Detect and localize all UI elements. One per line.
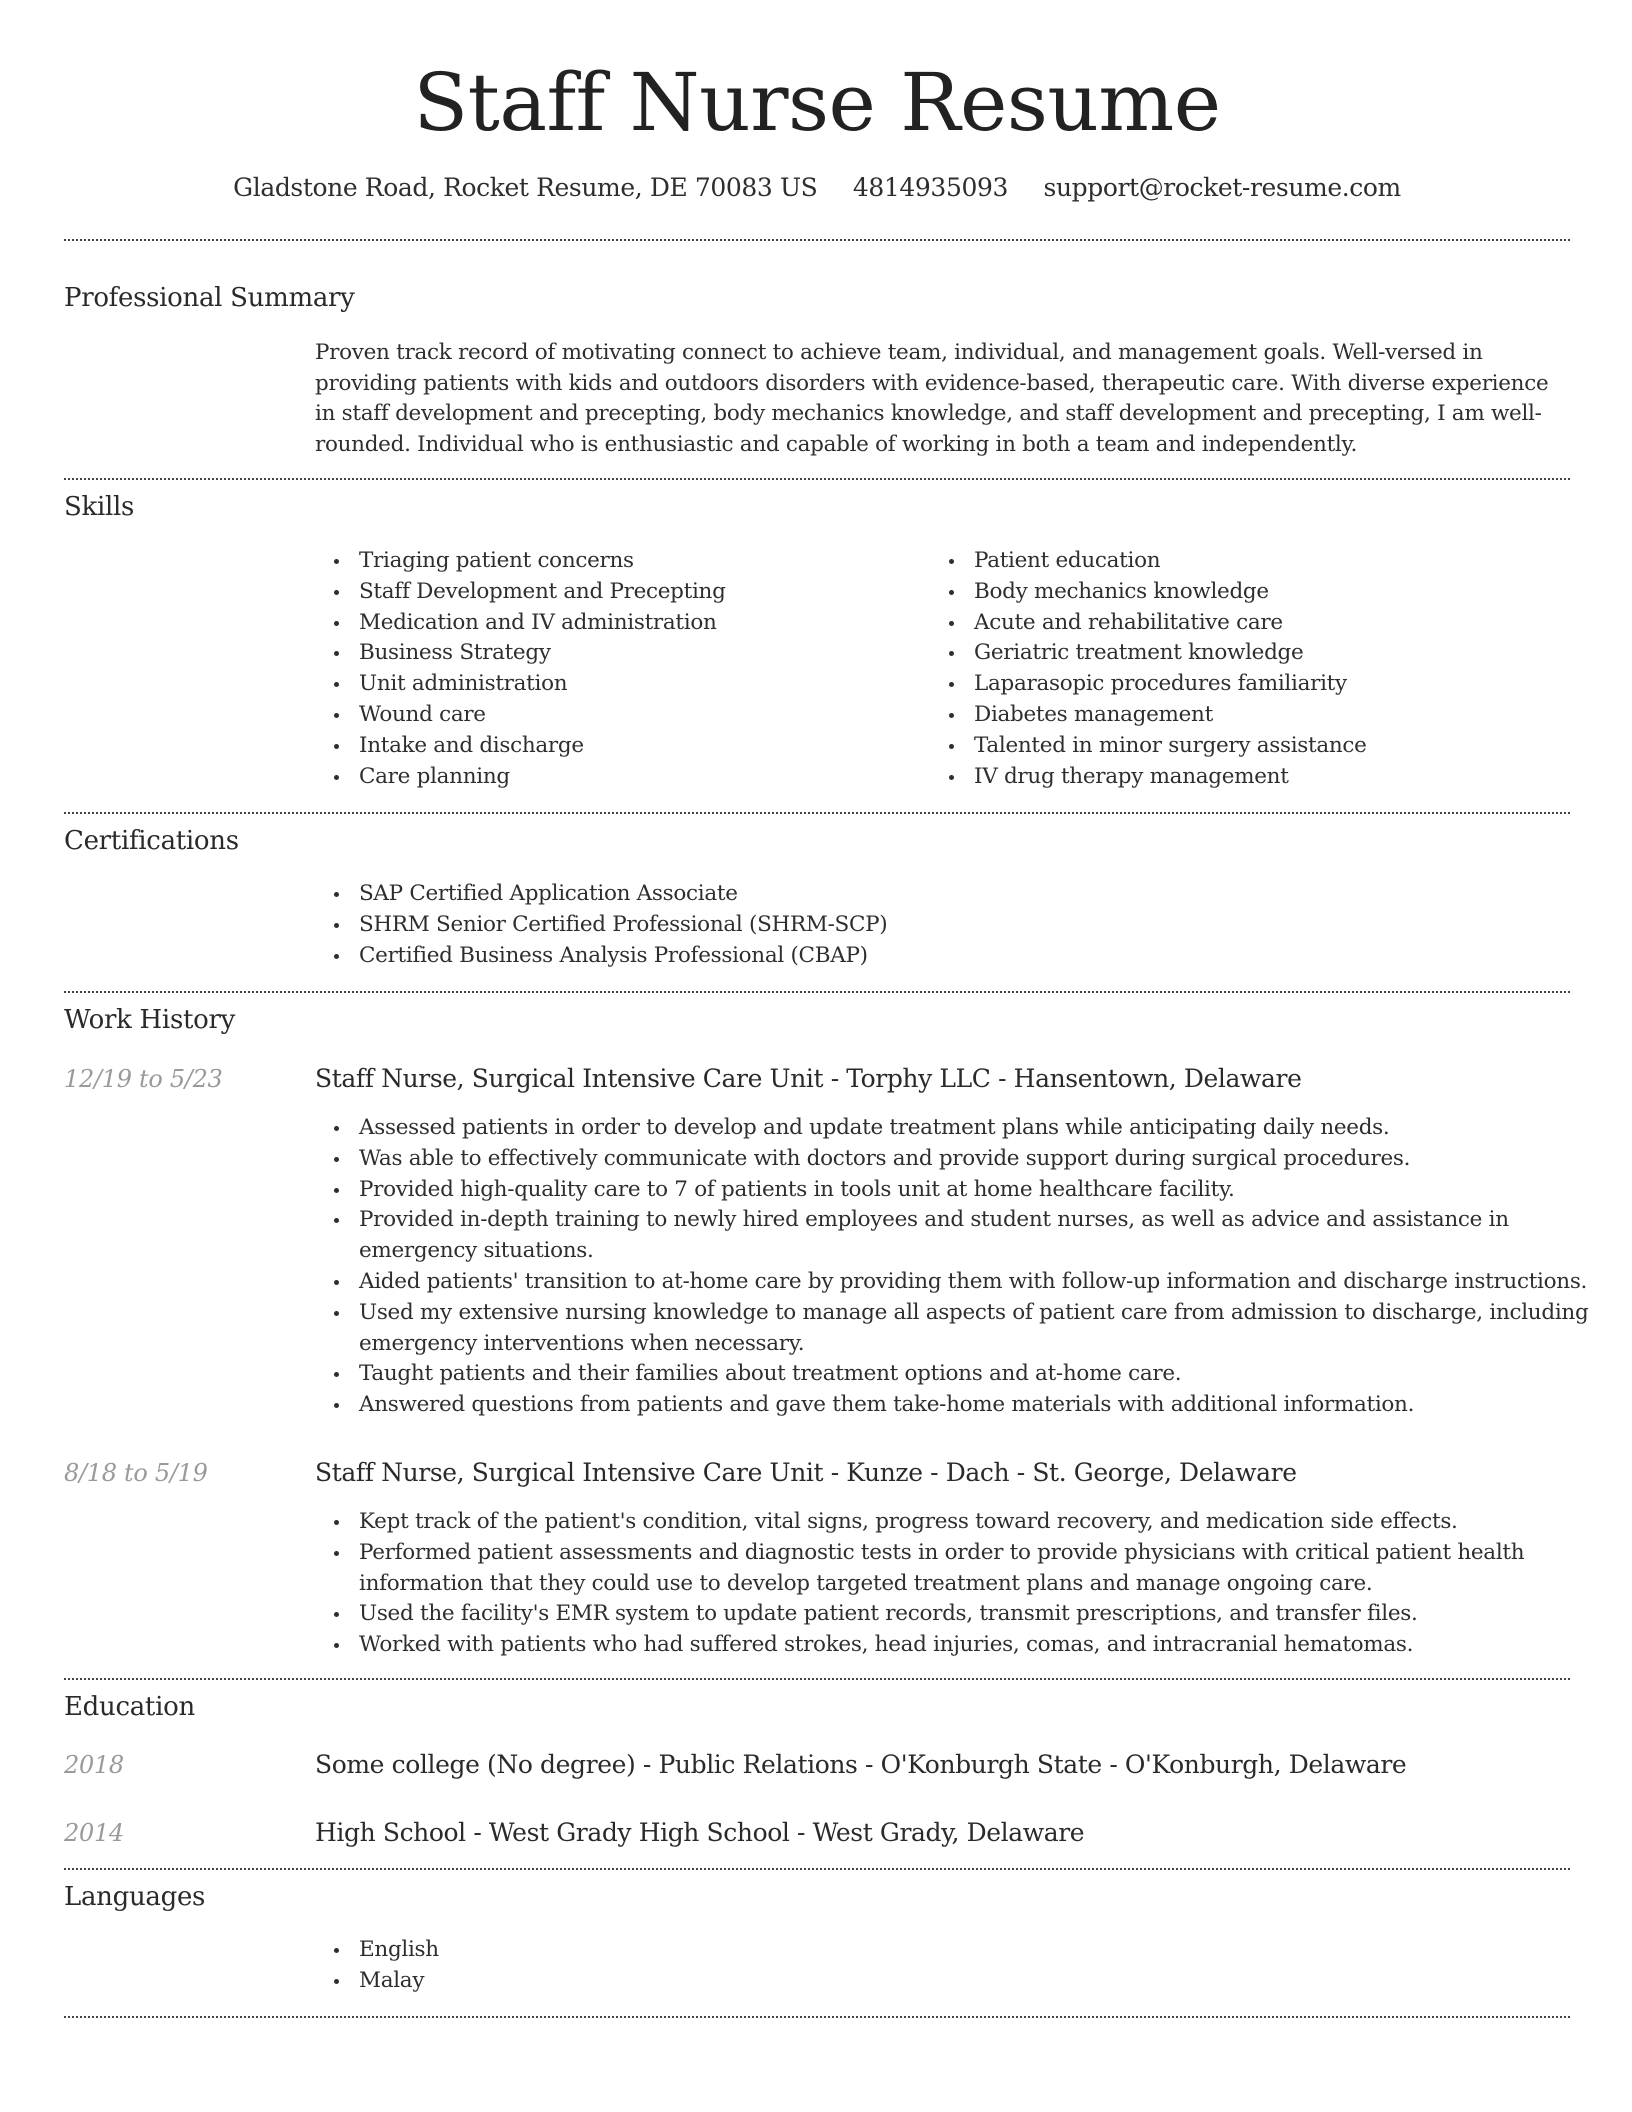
job-title: Staff Nurse, Surgical Intensive Care Unit - Kunze - Dach - St. George, Delaware bbox=[315, 1458, 1297, 1487]
list-item: Geriatric treatment knowledge bbox=[974, 638, 1574, 669]
list-item: Care planning bbox=[359, 762, 929, 793]
list-item: Business Strategy bbox=[359, 638, 929, 669]
list-item: Patient education bbox=[974, 546, 1574, 577]
list-item: Laparasopic procedures familiarity bbox=[974, 669, 1574, 700]
list-item: Body mechanics knowledge bbox=[974, 577, 1574, 608]
education-title: High School - West Grady High School - West Grady, Delaware bbox=[315, 1818, 1085, 1847]
section-divider bbox=[64, 2016, 1570, 2018]
list-item: Taught patients and their families about treatment options and at-home care. bbox=[359, 1359, 1589, 1390]
section-divider bbox=[64, 1868, 1570, 1870]
languages-heading: Languages bbox=[64, 1882, 206, 1912]
education-year: 2018 bbox=[64, 1751, 124, 1779]
section-divider bbox=[64, 239, 1570, 241]
list-item: Aided patients' transition to at-home care by providing them with follow-up information and discharge instructions. bbox=[359, 1267, 1589, 1298]
list-item: Malay bbox=[359, 1966, 959, 1997]
list-item: Provided high-quality care to 7 of patients in tools unit at home healthcare facility. bbox=[359, 1175, 1589, 1206]
list-item: Was able to effectively communicate with doctors and provide support during surgical procedures. bbox=[359, 1144, 1589, 1175]
languages-list bbox=[315, 1935, 959, 1997]
education-title: Some college (No degree) - Public Relations - O'Konburgh State - O'Konburgh, Delaware bbox=[315, 1750, 1407, 1779]
list-item: IV drug therapy management bbox=[974, 762, 1574, 793]
contact-email: support@rocket-resume.com bbox=[1043, 173, 1401, 202]
skills-heading: Skills bbox=[64, 492, 135, 522]
list-item: Answered questions from patients and gave them take-home materials with additional information. bbox=[359, 1390, 1589, 1421]
skills-list-left bbox=[315, 546, 929, 792]
list-item: Kept track of the patient's condition, vital signs, progress toward recovery, and medication side effects. bbox=[359, 1507, 1589, 1538]
education-year: 2014 bbox=[64, 1819, 124, 1847]
section-divider bbox=[64, 991, 1570, 993]
list-item: Intake and discharge bbox=[359, 731, 929, 762]
job-title: Staff Nurse, Surgical Intensive Care Unit - Torphy LLC - Hansentown, Delaware bbox=[315, 1064, 1302, 1093]
list-item: Unit administration bbox=[359, 669, 929, 700]
list-item: Certified Business Analysis Professional (CBAP) bbox=[359, 941, 1569, 972]
list-item: Wound care bbox=[359, 700, 929, 731]
list-item: Acute and rehabilitative care bbox=[974, 608, 1574, 639]
summary-heading: Professional Summary bbox=[64, 283, 355, 313]
education-heading: Education bbox=[64, 1692, 195, 1722]
list-item: SAP Certified Application Associate bbox=[359, 879, 1569, 910]
contact-line bbox=[64, 170, 1570, 206]
page-title: Staff Nurse Resume bbox=[413, 56, 1221, 149]
summary-text: Proven track record of motivating connect to achieve team, individual, and management goals. Well-versed in providing patients with kids and outdoors disorders with evidence-based, therapeutic care. With diverse experience in staff development and precepting, body mechanics knowledge, and staff development and precepting, I am well-rounded. Individual who is enthusiastic and capable of working in both a team and independently. bbox=[315, 340, 1549, 457]
list-item: English bbox=[359, 1935, 959, 1966]
certifications-heading: Certifications bbox=[64, 826, 239, 856]
list-item: Medication and IV administration bbox=[359, 608, 929, 639]
list-item: Triaging patient concerns bbox=[359, 546, 929, 577]
contact-phone: 4814935093 bbox=[852, 173, 1008, 202]
list-item: Performed patient assessments and diagnostic tests in order to provide physicians with critical patient health information that they could use to develop targeted treatment plans and manage ongoing care. bbox=[359, 1538, 1589, 1600]
contact-address: Gladstone Road, Rocket Resume, DE 70083 US bbox=[233, 173, 818, 202]
list-item: Assessed patients in order to develop and update treatment plans while anticipating daily needs. bbox=[359, 1113, 1589, 1144]
job-bullets bbox=[315, 1507, 1589, 1661]
work-heading: Work History bbox=[64, 1005, 236, 1035]
list-item: Talented in minor surgery assistance bbox=[974, 731, 1574, 762]
certifications-list bbox=[315, 879, 1569, 971]
section-divider bbox=[64, 812, 1570, 814]
job-dates: 8/18 to 5/19 bbox=[64, 1459, 208, 1487]
job-bullets bbox=[315, 1113, 1589, 1421]
list-item: Used my extensive nursing knowledge to manage all aspects of patient care from admission to discharge, including emergency interventions when necessary. bbox=[359, 1298, 1589, 1360]
list-item: Used the facility's EMR system to update patient records, transmit prescriptions, and transfer files. bbox=[359, 1599, 1589, 1630]
section-divider bbox=[64, 478, 1570, 480]
list-item: Provided in-depth training to newly hired employees and student nurses, as well as advice and assistance in emergency situations. bbox=[359, 1205, 1589, 1267]
job-dates: 12/19 to 5/23 bbox=[64, 1065, 223, 1093]
list-item: Worked with patients who had suffered strokes, head injuries, comas, and intracranial hematomas. bbox=[359, 1630, 1589, 1661]
list-item: Staff Development and Precepting bbox=[359, 577, 929, 608]
section-divider bbox=[64, 1678, 1570, 1680]
list-item: Diabetes management bbox=[974, 700, 1574, 731]
list-item: SHRM Senior Certified Professional (SHRM-SCP) bbox=[359, 910, 1569, 941]
skills-list-right bbox=[930, 546, 1574, 792]
